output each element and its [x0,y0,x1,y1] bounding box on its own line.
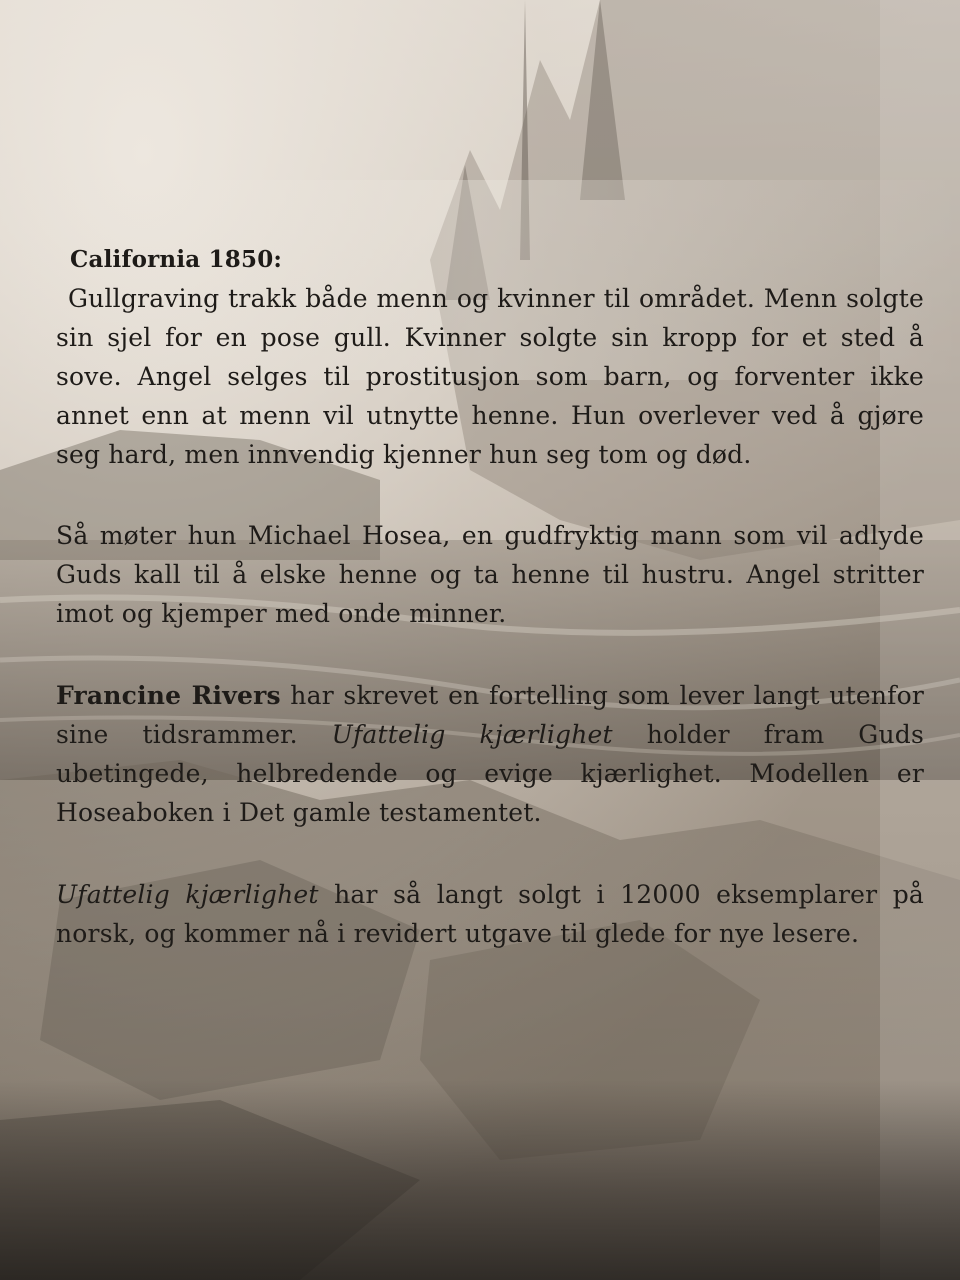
blurb-paragraph-3-text-b: holder fram Guds ubetingede, helbredende og evige kjærlighet. Modellen er Hoseaboken i Det gamle testamentet. [56,720,924,827]
bottom-shadow [0,1080,960,1280]
blurb-heading: California 1850: [70,246,283,273]
author-name: Francine Rivers [56,681,281,710]
blurb-paragraph-3-text-a: har skrevet en fortelling som lever langt utenfor sine tidsrammer. [56,681,924,749]
blurb-paragraph-4 [56,875,924,953]
blurb-paragraph-4-text: har så langt solgt i 12000 eksemplarer på norsk, og kommer nå i revidert utgave til glede for nye lesere. [56,880,925,948]
blurb-paragraph-2: Så møter hun Michael Hosea, en gudfryktig mann som vil adlyde Guds kall til å elske henne og ta henne til hustru. Angel stritter imot og kjemper med onde minner. [56,521,924,628]
blurb-paragraph-1-text: Gullgraving trakk både menn og kvinner til området. Menn solgte sin sjel for en pose gull. Kvinner solgte sin kropp for et sted å sove. Angel selges til prostitusjon som barn, og forventer ikke annet enn at menn vil utnytte henne. Hun overlever ved å gjøre seg hard, men innvendig kjenner hun seg tom og død. [56,284,924,469]
blurb-text-block [56,240,924,996]
book-title-inline-2: Ufattelig kjærlighet [56,880,319,909]
blurb-paragraph-1 [56,240,924,474]
blurb-paragraph-3 [56,676,924,832]
book-title-inline: Ufattelig kjærlighet [331,720,613,749]
